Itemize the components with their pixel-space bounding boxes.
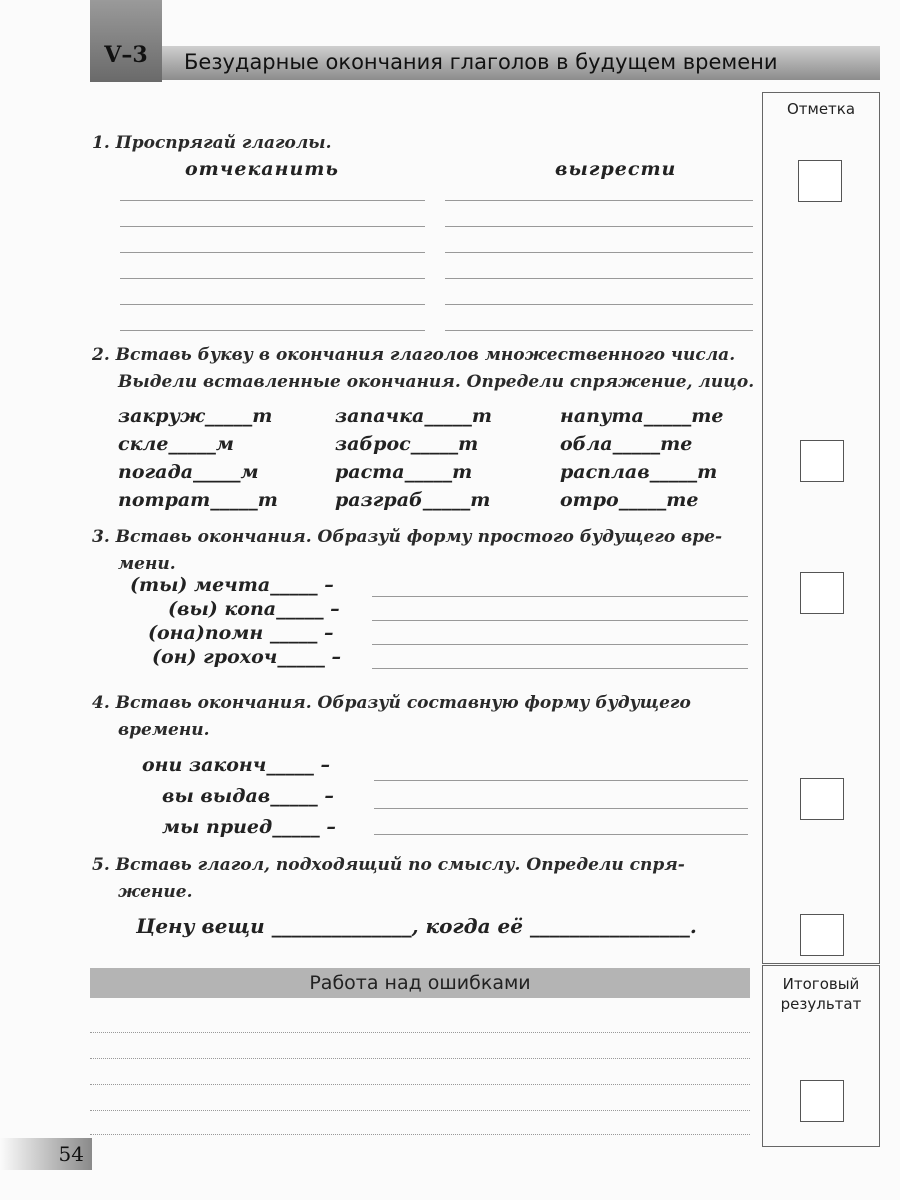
task5-title-1: 5. Вставь глагол, подходящий по смыслу. Определи спря- bbox=[92, 855, 685, 875]
mark-box-task1[interactable] bbox=[798, 160, 842, 202]
task2-word[interactable]: скле_____м bbox=[118, 433, 234, 455]
page-title: Безударные окончания глаголов в будущем времени bbox=[184, 50, 778, 74]
task1-title: 1. Проспрягай глаголы. bbox=[92, 133, 332, 153]
task3-title-2: мени. bbox=[118, 554, 176, 574]
task5-sentence[interactable]: Цену вещи ______________, когда её ________________. bbox=[136, 914, 697, 938]
task3-item[interactable]: (ты) мечта_____ – bbox=[130, 574, 334, 596]
page-number: 54 bbox=[58, 1142, 84, 1166]
mark-box-task3[interactable] bbox=[800, 572, 844, 614]
mark-label: Отметка bbox=[786, 100, 856, 118]
task3-item[interactable]: (он) грохоч_____ – bbox=[152, 646, 341, 668]
mark-column bbox=[762, 92, 880, 964]
task2-word[interactable]: отро_____те bbox=[560, 489, 699, 511]
task2-title-1: 2. Вставь букву в окончания глаголов множественного числа. bbox=[92, 345, 736, 365]
task2-word[interactable]: расплав_____т bbox=[560, 461, 718, 483]
task2-word[interactable]: потрат_____т bbox=[118, 489, 278, 511]
errors-section-header bbox=[90, 968, 750, 998]
task2-word[interactable]: напута_____те bbox=[560, 405, 724, 427]
page-title-bar bbox=[162, 46, 880, 80]
section-code-tab bbox=[90, 0, 162, 82]
task4-title-1: 4. Вставь окончания. Образуй составную форму будущего bbox=[92, 693, 691, 713]
final-label-2: результат bbox=[780, 995, 862, 1013]
task4-title-2: времени. bbox=[118, 720, 210, 740]
mark-box-task5[interactable] bbox=[800, 914, 844, 956]
task2-word[interactable]: заброс_____т bbox=[335, 433, 479, 455]
task3-item[interactable]: (она)помн _____ – bbox=[148, 622, 334, 644]
mark-box-task2[interactable] bbox=[800, 440, 844, 482]
mark-box-task4[interactable] bbox=[800, 778, 844, 820]
task5-title-2: жение. bbox=[118, 882, 193, 902]
task4-item[interactable]: вы выдав_____ – bbox=[162, 785, 334, 807]
task3-title-1: 3. Вставь окончания. Образуй форму простого будущего вре- bbox=[92, 527, 722, 547]
task2-word[interactable]: разграб_____т bbox=[335, 489, 491, 511]
task2-word[interactable]: запачка_____т bbox=[335, 405, 492, 427]
section-code: V–3 bbox=[104, 42, 148, 68]
task4-item[interactable]: они законч_____ – bbox=[142, 754, 330, 776]
task2-word[interactable]: закруж_____т bbox=[118, 405, 273, 427]
task3-item[interactable]: (вы) копа_____ – bbox=[168, 598, 340, 620]
task1-verb-left: отчеканить bbox=[185, 158, 339, 180]
task4-item[interactable]: мы приед_____ – bbox=[162, 816, 336, 838]
task2-word[interactable]: раста_____т bbox=[335, 461, 473, 483]
task2-title-2: Выдели вставленные окончания. Определи спряжение, лицо. bbox=[118, 372, 755, 392]
task2-word[interactable]: погада_____м bbox=[118, 461, 259, 483]
page-number-tab bbox=[0, 1138, 92, 1170]
errors-section-title: Работа над ошибками bbox=[309, 972, 531, 994]
final-label-1: Итоговый bbox=[782, 975, 860, 993]
final-result-box[interactable] bbox=[800, 1080, 844, 1122]
task1-verb-right: выгрести bbox=[555, 158, 677, 180]
task2-word[interactable]: обла_____те bbox=[560, 433, 693, 455]
